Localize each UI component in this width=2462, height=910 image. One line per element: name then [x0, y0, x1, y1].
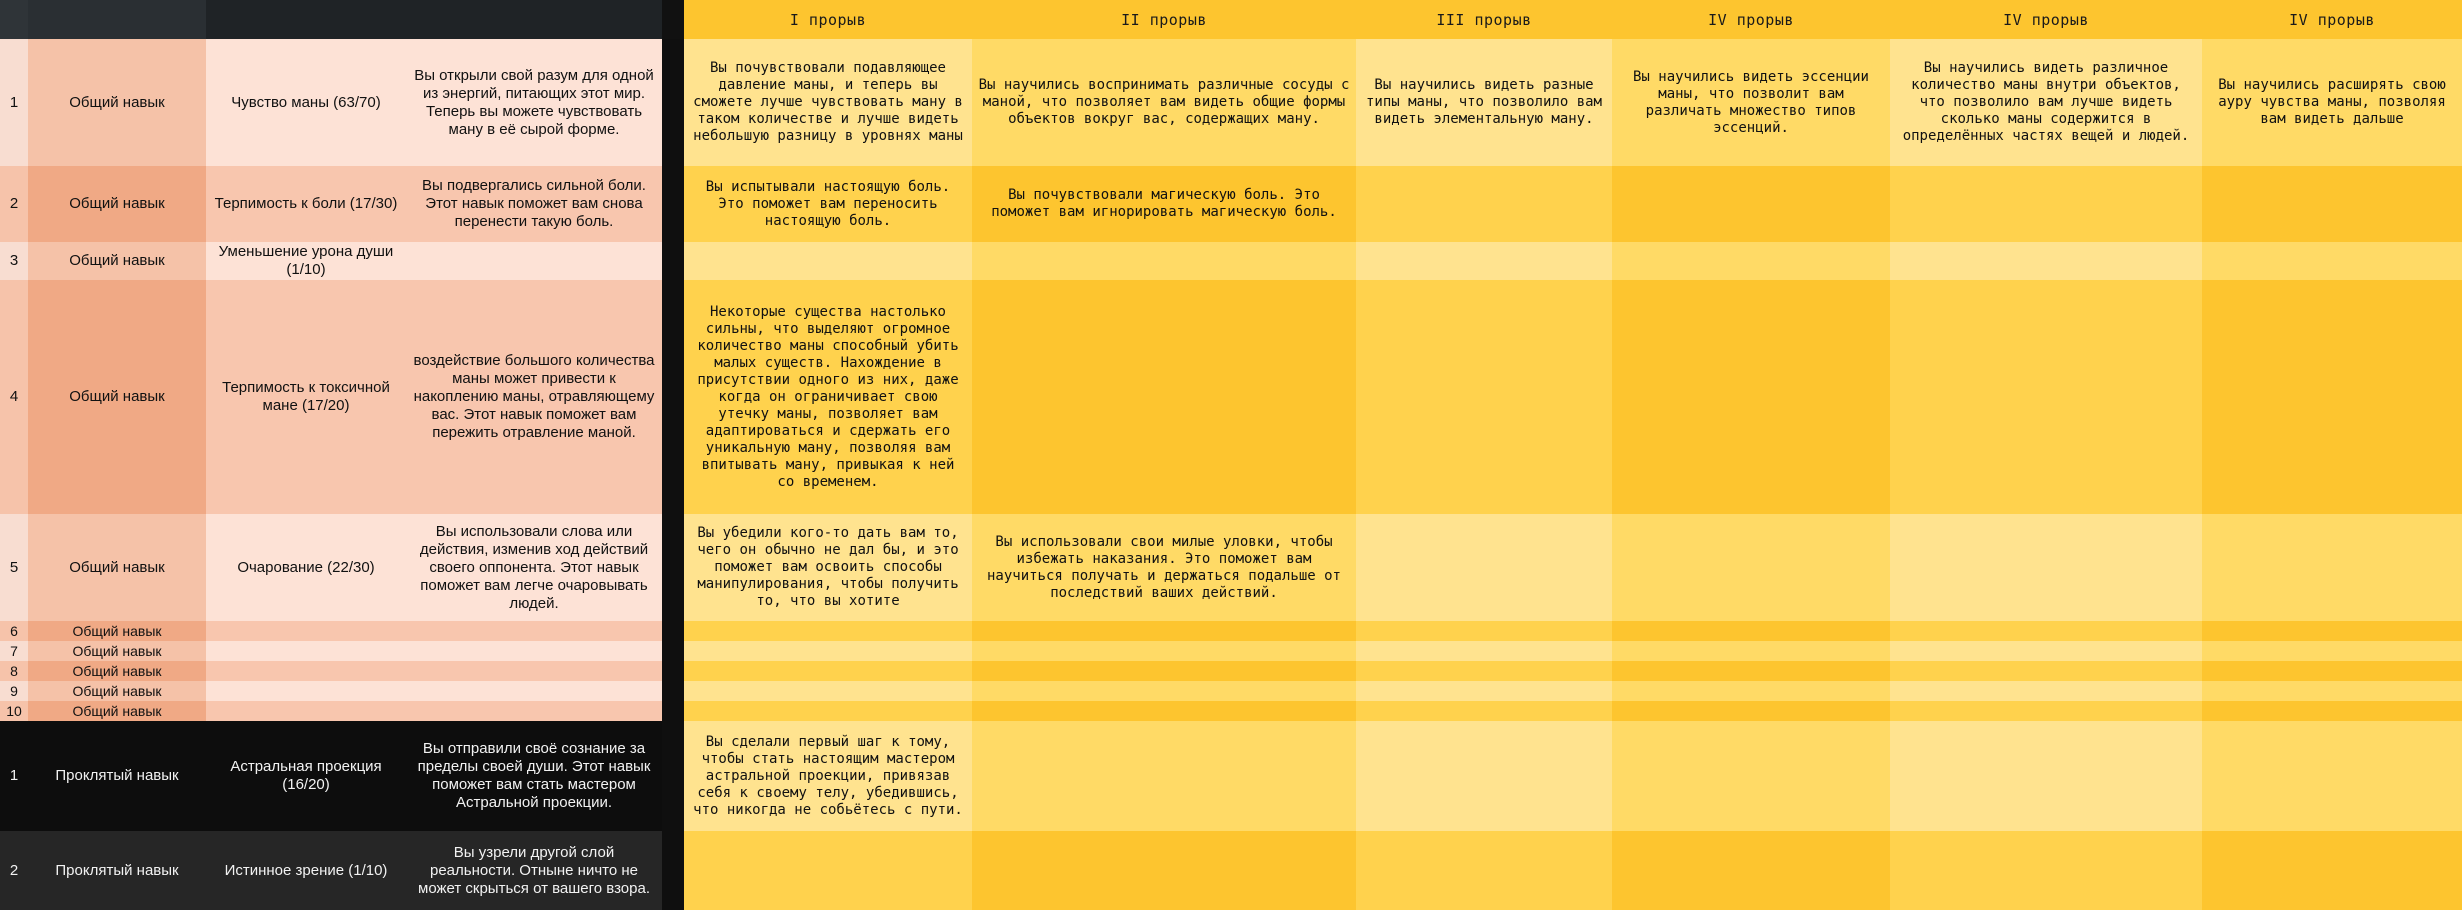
skill-row: [0, 514, 2462, 621]
breakthrough-cell[interactable]: [1890, 280, 2202, 514]
breakthrough-cell[interactable]: [2202, 280, 2462, 514]
skill-category[interactable]: Общий навык: [28, 701, 206, 721]
column-gap: [662, 681, 684, 701]
breakthrough-cell[interactable]: [1890, 681, 2202, 701]
breakthrough-cell[interactable]: [1612, 721, 1890, 831]
row-number[interactable]: 2: [0, 166, 28, 242]
row-number[interactable]: 6: [0, 621, 28, 641]
header-breakthrough-2[interactable]: II прорыв: [972, 0, 1356, 39]
column-gap: [662, 701, 684, 721]
skill-category[interactable]: Общий навык: [28, 242, 206, 280]
breakthrough-cell[interactable]: Вы научились видеть различное количество маны внутри объектов, что позволило вам лучше видеть сколько маны содержится в определённых частях вещей и людей.: [1890, 39, 2202, 166]
header-category-cell: [28, 0, 206, 39]
skill-row: [0, 681, 2462, 701]
header-name-cell: [206, 0, 406, 39]
skill-category[interactable]: Общий навык: [28, 641, 206, 661]
breakthrough-cell[interactable]: [1890, 514, 2202, 621]
header-breakthrough-3[interactable]: III прорыв: [1356, 0, 1612, 39]
skill-name[interactable]: [206, 661, 406, 681]
header-gap: [662, 0, 684, 39]
breakthrough-cell[interactable]: [684, 641, 972, 661]
header-row: [0, 0, 2462, 39]
skill-description[interactable]: [406, 242, 662, 280]
skill-description[interactable]: Вы использовали слова или действия, изменив ход действий своего оппонента. Этот навык поможет вам легче очаровывать людей.: [406, 514, 662, 621]
breakthrough-cell[interactable]: [1356, 701, 1612, 721]
row-number[interactable]: 8: [0, 661, 28, 681]
header-num-cell: [0, 0, 28, 39]
skill-description[interactable]: Вы узрели другой слой реальности. Отныне ничто не может скрыться от вашего взора.: [406, 831, 662, 910]
row-number[interactable]: 9: [0, 681, 28, 701]
skill-category[interactable]: Общий навык: [28, 166, 206, 242]
breakthrough-cell[interactable]: [1612, 681, 1890, 701]
breakthrough-cell[interactable]: [2202, 721, 2462, 831]
row-number[interactable]: 7: [0, 641, 28, 661]
breakthrough-cell[interactable]: [1890, 242, 2202, 280]
breakthrough-cell[interactable]: [2202, 661, 2462, 681]
row-number[interactable]: 1: [0, 39, 28, 166]
breakthrough-cell[interactable]: [1890, 621, 2202, 641]
breakthrough-cell[interactable]: Вы сделали первый шаг к тому, чтобы стать настоящим мастером астральной проекции, привязав себя к своему телу, убедившись, что никогда не собьётесь с пути.: [684, 721, 972, 831]
skill-description[interactable]: [406, 701, 662, 721]
breakthrough-cell[interactable]: Вы научились воспринимать различные сосуды с маной, что позволяет вам видеть общие формы объектов вокруг вас, содержащих ману.: [972, 39, 1356, 166]
skill-description[interactable]: [406, 621, 662, 641]
breakthrough-cell[interactable]: [972, 701, 1356, 721]
skill-category[interactable]: Общий навык: [28, 514, 206, 621]
column-gap: [662, 280, 684, 514]
breakthrough-cell[interactable]: [1890, 166, 2202, 242]
skill-category[interactable]: Проклятый навык: [28, 831, 206, 910]
column-gap: [662, 39, 684, 166]
breakthrough-cell[interactable]: [2202, 831, 2462, 910]
breakthrough-cell[interactable]: Вы научились видеть эссенции маны, что позволит вам различать множество типов эссенций.: [1612, 39, 1890, 166]
breakthrough-cell[interactable]: [1356, 514, 1612, 621]
breakthrough-cell[interactable]: [1356, 661, 1612, 681]
skill-description[interactable]: воздействие большого количества маны может привести к накоплению маны, отравляющему вас. Этот навык поможет вам пережить отравление маной.: [406, 280, 662, 514]
skill-category[interactable]: Общий навык: [28, 661, 206, 681]
row-number[interactable]: 3: [0, 242, 28, 280]
header-desc-cell: [406, 0, 662, 39]
skill-row: [0, 280, 2462, 514]
skill-name[interactable]: Уменьшение урона души (1/10): [206, 242, 406, 280]
column-gap: [662, 641, 684, 661]
breakthrough-cell[interactable]: [1612, 831, 1890, 910]
skill-row: [0, 661, 2462, 681]
breakthrough-cell[interactable]: [1890, 721, 2202, 831]
skill-row: [0, 641, 2462, 661]
skill-name[interactable]: [206, 621, 406, 641]
skill-name[interactable]: Истинное зрение (1/10): [206, 831, 406, 910]
skill-name[interactable]: [206, 681, 406, 701]
skill-name[interactable]: Астральная проекция (16/20): [206, 721, 406, 831]
skill-row: [0, 242, 2462, 280]
row-number[interactable]: 1: [0, 721, 28, 831]
breakthrough-cell[interactable]: [972, 280, 1356, 514]
skill-description[interactable]: [406, 661, 662, 681]
breakthrough-cell[interactable]: [1612, 514, 1890, 621]
breakthrough-cell[interactable]: [2202, 166, 2462, 242]
breakthrough-cell[interactable]: [972, 641, 1356, 661]
breakthrough-cell[interactable]: [1612, 661, 1890, 681]
breakthrough-cell[interactable]: [1890, 831, 2202, 910]
breakthrough-cell[interactable]: [1612, 166, 1890, 242]
header-breakthrough-5[interactable]: IV прорыв: [1890, 0, 2202, 39]
header-breakthrough-6[interactable]: IV прорыв: [2202, 0, 2462, 39]
skill-category[interactable]: Общий навык: [28, 39, 206, 166]
column-gap: [662, 242, 684, 280]
breakthrough-cell[interactable]: [2202, 641, 2462, 661]
breakthrough-cell[interactable]: [1612, 280, 1890, 514]
breakthrough-cell[interactable]: [1890, 701, 2202, 721]
breakthrough-cell[interactable]: [972, 681, 1356, 701]
breakthrough-cell[interactable]: [684, 621, 972, 641]
column-gap: [662, 621, 684, 641]
header-breakthrough-4[interactable]: IV прорыв: [1612, 0, 1890, 39]
breakthrough-cell[interactable]: [2202, 681, 2462, 701]
breakthrough-cell[interactable]: [2202, 701, 2462, 721]
breakthrough-cell[interactable]: [1356, 280, 1612, 514]
skill-row: [0, 39, 2462, 166]
breakthrough-cell[interactable]: Вы почувствовали подавляющее давление маны, и теперь вы сможете лучше чувствовать ману в таком количестве и лучше видеть небольшую разницу в уровнях маны: [684, 39, 972, 166]
breakthrough-cell[interactable]: Вы научились видеть разные типы маны, что позволило вам видеть элементальную ману.: [1356, 39, 1612, 166]
skill-row-cursed: [0, 721, 2462, 831]
breakthrough-cell[interactable]: [2202, 621, 2462, 641]
breakthrough-cell[interactable]: [684, 831, 972, 910]
breakthrough-cell[interactable]: Некоторые существа настолько сильны, что выделяют огромное количество маны способный убить малых существ. Нахождение в присутствии одного из них, даже когда он ограничивает свою утечку маны, позволяет вам адаптироваться и сдержать его уникальную ману, позволяя вам впитывать ману, привыкая к ней со временем.: [684, 280, 972, 514]
breakthrough-cell[interactable]: [1612, 621, 1890, 641]
skill-description[interactable]: Вы открыли свой разум для одной из энергий, питающих этот мир. Теперь вы можете чувствовать ману в её сырой форме.: [406, 39, 662, 166]
breakthrough-cell[interactable]: Вы научились расширять свою ауру чувства маны, позволяя вам видеть дальше: [2202, 39, 2462, 166]
skill-row-cursed: [0, 831, 2462, 910]
row-number[interactable]: 2: [0, 831, 28, 910]
skill-category[interactable]: Общий навык: [28, 621, 206, 641]
breakthrough-cell[interactable]: [1356, 831, 1612, 910]
breakthrough-cell[interactable]: [684, 661, 972, 681]
row-number[interactable]: 10: [0, 701, 28, 721]
skill-name[interactable]: Терпимость к боли (17/30): [206, 166, 406, 242]
breakthrough-cell[interactable]: [1612, 641, 1890, 661]
breakthrough-cell[interactable]: Вы испытывали настоящую боль. Это поможет вам переносить настоящую боль.: [684, 166, 972, 242]
breakthrough-cell[interactable]: [1612, 242, 1890, 280]
skill-name[interactable]: [206, 641, 406, 661]
column-gap: [662, 831, 684, 910]
header-breakthrough-1[interactable]: I прорыв: [684, 0, 972, 39]
breakthrough-cell[interactable]: [684, 242, 972, 280]
breakthrough-cell[interactable]: [2202, 514, 2462, 621]
breakthrough-cell[interactable]: [1612, 701, 1890, 721]
breakthrough-cell[interactable]: [1356, 166, 1612, 242]
breakthrough-cell[interactable]: [684, 701, 972, 721]
breakthrough-cell[interactable]: [2202, 242, 2462, 280]
skill-description[interactable]: Вы отправили своё сознание за пределы своей души. Этот навык поможет вам стать мастером Астральной проекции.: [406, 721, 662, 831]
column-gap: [662, 721, 684, 831]
skill-description[interactable]: Вы подвергались сильной боли. Этот навык поможет вам снова перенести такую боль.: [406, 166, 662, 242]
breakthrough-cell[interactable]: [1356, 681, 1612, 701]
breakthrough-cell[interactable]: [972, 831, 1356, 910]
breakthrough-cell[interactable]: Вы использовали свои милые уловки, чтобы избежать наказания. Это поможет вам научиться получать и держаться подальше от последствий ваших действий.: [972, 514, 1356, 621]
breakthrough-cell[interactable]: [1890, 661, 2202, 681]
breakthrough-cell[interactable]: [972, 661, 1356, 681]
skill-description[interactable]: [406, 681, 662, 701]
skill-name[interactable]: [206, 701, 406, 721]
skill-name[interactable]: Терпимость к токсичной мане (17/20): [206, 280, 406, 514]
column-gap: [662, 166, 684, 242]
column-gap: [662, 514, 684, 621]
breakthrough-cell[interactable]: [1356, 641, 1612, 661]
skill-category[interactable]: Общий навык: [28, 681, 206, 701]
row-number[interactable]: 5: [0, 514, 28, 621]
skill-row: [0, 166, 2462, 242]
breakthrough-cell[interactable]: [1356, 721, 1612, 831]
breakthrough-cell[interactable]: Вы убедили кого-то дать вам то, чего он обычно не дал бы, и это поможет вам освоить способы манипулирования, чтобы получить то, что вы хотите: [684, 514, 972, 621]
skill-name[interactable]: Чувство маны (63/70): [206, 39, 406, 166]
breakthrough-cell[interactable]: [972, 242, 1356, 280]
breakthrough-cell[interactable]: [1356, 242, 1612, 280]
breakthrough-cell[interactable]: Вы почувствовали магическую боль. Это поможет вам игнорировать магическую боль.: [972, 166, 1356, 242]
breakthrough-cell[interactable]: [684, 681, 972, 701]
row-number[interactable]: 4: [0, 280, 28, 514]
breakthrough-cell[interactable]: [1356, 621, 1612, 641]
skill-row: [0, 621, 2462, 641]
breakthrough-cell[interactable]: [972, 621, 1356, 641]
breakthrough-cell[interactable]: [972, 721, 1356, 831]
skill-category[interactable]: Проклятый навык: [28, 721, 206, 831]
column-gap: [662, 661, 684, 681]
breakthrough-cell[interactable]: [1890, 641, 2202, 661]
skill-category[interactable]: Общий навык: [28, 280, 206, 514]
skill-description[interactable]: [406, 641, 662, 661]
skill-row: [0, 701, 2462, 721]
skill-name[interactable]: Очарование (22/30): [206, 514, 406, 621]
